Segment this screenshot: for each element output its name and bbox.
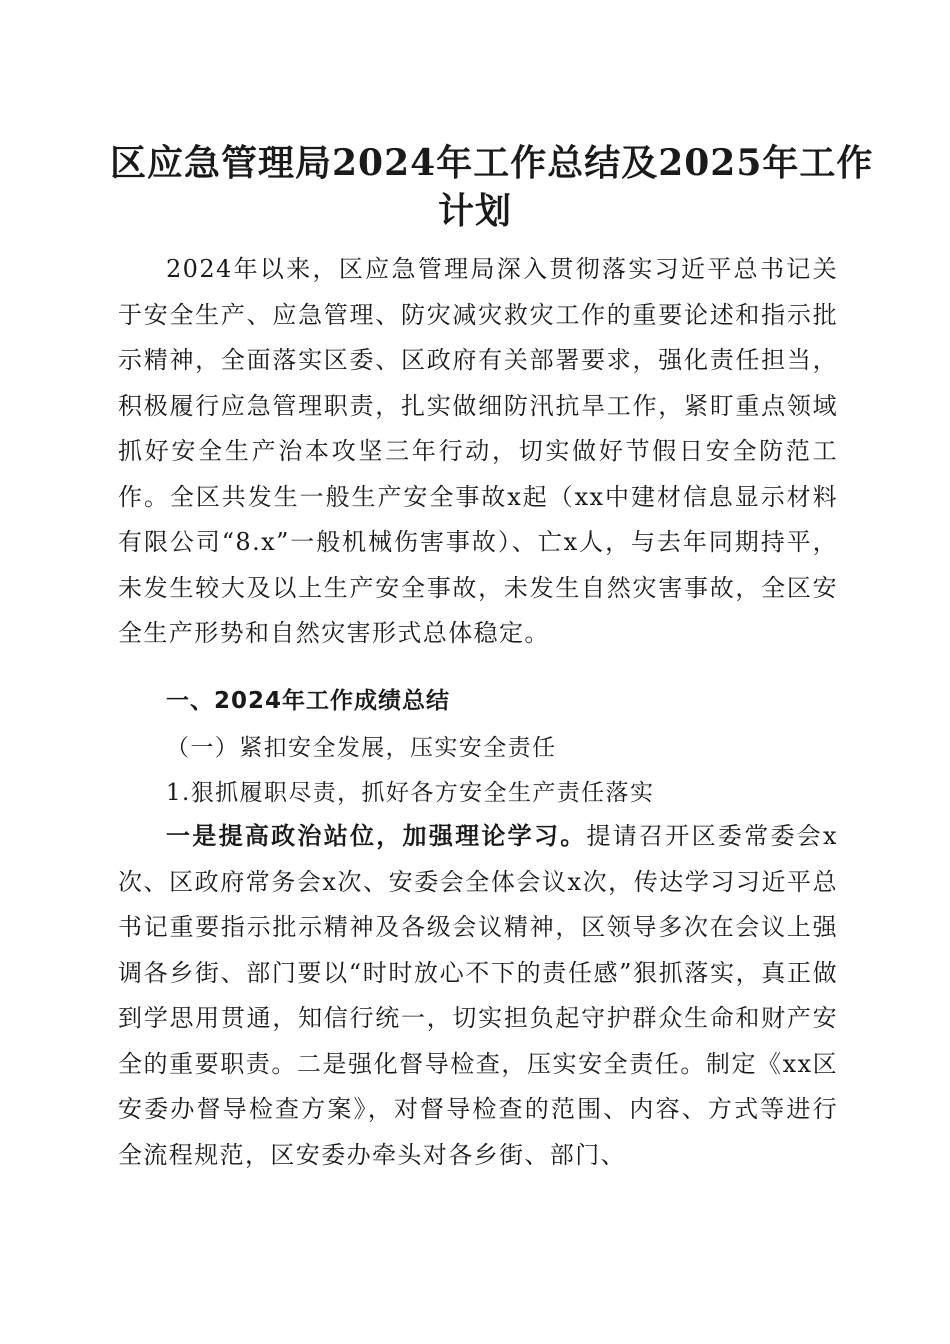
intro-paragraph: 2024年以来，区应急管理局深入贯彻落实习近平总书记关于安全生产、应急管理、防灾减灾救灾工作的重要论述和指示批示精神，全面落实区委、区政府有关部署要求，强化责任担当，积极履行应急管理职责，扎实做细防汛抗旱工作，紧盯重点领域抓好安全生产治本攻坚三年行动，切实做好节假日安全防范工作。全区共发生一般生产安全事故x起（xx中建材信息显示材料有限公司“8.x”一般机械伤害事故）、亡x人，与去年同期持平，未发生较大及以上生产安全事故，未发生自然灾害事故，全区安全生产形势和自然灾害形式总体稳定。: [118, 255, 838, 647]
item-heading-1: 1.狠抓履职尽责，抓好各方安全生产责任落实: [166, 780, 655, 806]
document-title-line-2: 计划: [437, 190, 512, 232]
subsection-heading-1: （一）紧扣安全发展，压实安全责任: [166, 735, 557, 761]
paragraph-2: [118, 813, 838, 1178]
paragraph-2-lead: 一是提高政治站位，加强理论学习。: [166, 821, 587, 850]
paragraph-2-body: 提请召开区委常委会x次、区政府常务会x次、安委会全体会议x次，传达学习习近平总书记重要指示批示精神及各级会议精神，区领导多次在会议上强调各乡街、部门要以“时时放心不下的责任感”狠抓落实，真正做到学思用贯通，知信行统一，切实担负起守护群众生命和财产安全的重要职责。二是强化督导检查，压实安全责任。制定《xx区安委办督导检查方案》，对督导检查的范围、内容、方式等进行全流程规范，区安委办牵头对各乡街、部门、: [118, 822, 838, 1169]
document-title-line-1: 区应急管理局2024年工作总结及2025年工作: [110, 142, 874, 184]
section-heading-1: 一、2024年工作成绩总结: [166, 688, 451, 714]
